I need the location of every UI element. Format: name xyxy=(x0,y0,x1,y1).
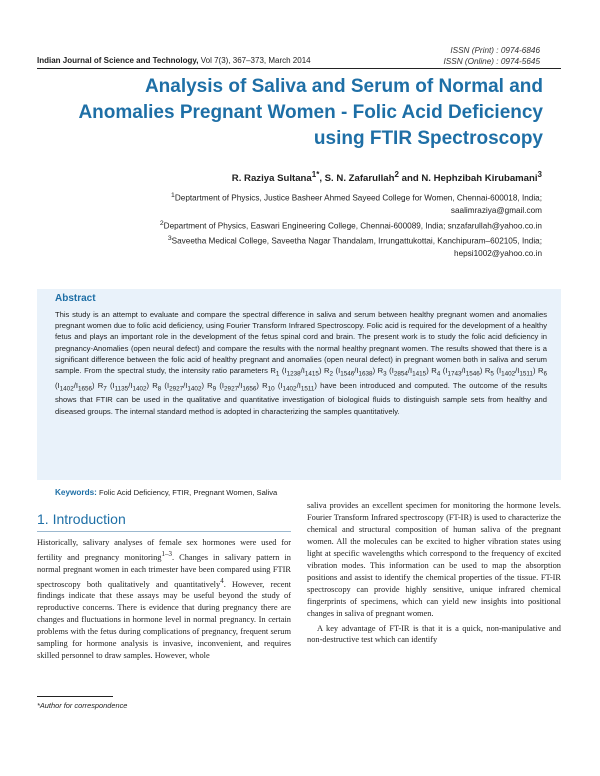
affiliation-3-email: hepsi1002@yahoo.co.in xyxy=(454,248,542,258)
section-underline xyxy=(37,531,291,532)
journal-citation xyxy=(37,56,311,65)
issn-block xyxy=(444,45,540,67)
intro-paragraph-3: A key advantage of FT-IR is that it is a quick, non-manipulative and non-destructive test which can identify xyxy=(307,623,561,645)
ratio-param-r4: $R_4$ $(I_{1743}/I_{1546})$ xyxy=(428,366,483,378)
ratio-param-r5: $R_5$ $(I_{1402}/I_{1511})$ xyxy=(482,366,536,378)
ratio-param-r8: $R_8$ $(I_{2927}/I_{1402})$ xyxy=(149,380,204,393)
paper-title xyxy=(60,74,543,152)
affiliation-1-email: saalimraziya@gmail.com xyxy=(450,206,542,216)
issn-online: ISSN (Online) : 0974-5645 xyxy=(443,57,540,66)
intro-paragraph-2: saliva provides an excellent specimen for monitoring the hormone levels. Fourier Transform Infrared spectroscopy (FT-IR) is used to characterize the chemical and structural composition of human saliva of the pregnant women. All the molecules can be excited to higher vibration states using light at specific wavelengths which correspond to the frequency of excited vibration modes. This information can be used to map the absorption positions and assist to identify the chemical properties of the tissue. FT-IR spectroscopy can provide highly sensitive, unique infrared chemical fingerprints of specimens, which can yield new insights into positional changes in saliva of pregnant women. xyxy=(307,501,561,618)
author-2-sup: 2 xyxy=(394,170,399,179)
author-sep-1: , xyxy=(319,173,325,185)
abstract-text-part-2: have been introduced and computed. The outcome of the results shows that FTIR can be used in the qualitative and quantitative investigation of biological fluids to distinguish sample sets from healthy and diseased groups. The internal standard method is adopted in characterizing the samples quantitatively. xyxy=(55,380,548,416)
citation-1-3: 1–3 xyxy=(161,549,172,558)
author-1: R. Raziya Sultana xyxy=(231,173,312,185)
column-right xyxy=(307,500,561,646)
affiliation-2-sup: 2 xyxy=(159,219,164,227)
title-line-2: Anomalies Pregnant Women - Folic Acid Deficiency xyxy=(78,102,543,123)
ratio-param-r2: $R_2$ $(I_{1546}/I_{1638})$ xyxy=(321,366,376,378)
author-2: S. N. Zafarullah xyxy=(324,173,395,185)
affiliation-3 xyxy=(22,233,542,248)
section-heading-introduction: 1. Introduction xyxy=(37,511,126,527)
author-1-sup: 1* xyxy=(311,170,320,179)
intro-text-a: Historically, salivary analyses of female sex hormones were used for fertility and pregnancy monitoring xyxy=(37,538,291,562)
abstract-heading: Abstract xyxy=(55,293,96,304)
column-left xyxy=(37,537,291,662)
ratio-param-r3: $R_3$ $(I_{2854}/I_{1415})$ xyxy=(375,366,429,378)
ratio-param-r10: $R_{10}$ $(I_{1402}/I_{1511})$ xyxy=(258,380,317,393)
abstract-text-part-1: This study is an attempt to evaluate and compare the spectral difference in saliva and serum between healthy pregnant women and anomalies pregnant women due to folic acid deficiency, using Fourier Transform Infrared Spectroscopy. Folic acid is required for the development of a healthy fetus and plays an important role in the development of the fetus spinal cord and brain. The present work is to study the folic acid deficiency in pregnancy-Anomalies (open neural defect) and compare the results with the normal healthy pregnant women. The results showed that there is a significant difference between the folic acid of healthy pregnant and anomalies (open neural defect) in pregnant women both in saliva and serum sample. From the spectral study, the intensity ratio parameters R xyxy=(55,310,547,376)
keywords-label: Keywords: xyxy=(55,488,97,497)
intro-text-c: . However, recent findings indicate that these assays may be useful beyond the study of reproductive concerns. There is evidence that during pregnancy there are changes and fluctuations in hormone level in normal pregnancy. In certain problems with the fetus during complications of pregnancy, frequent serum sampling for hormone analysis is invasive, inconvenient, and requires skilled personnel to draw samples. However, whole xyxy=(37,579,291,661)
affiliations xyxy=(22,190,542,260)
journal-details: Vol 7(3), 367–373, March 2014 xyxy=(198,56,311,65)
ratio-param-r9: $R_9$ $(I_{2927}/I_{1656})$ xyxy=(204,380,259,393)
affiliation-3-sup: 3 xyxy=(167,234,172,242)
affiliation-1-text: Deptartment of Physics, Justice Basheer Ahmed Sayeed College for Women, Chennai-600018, India; xyxy=(174,193,542,203)
intro-paragraph-1 xyxy=(37,537,291,662)
intro-text-b: . Changes in salivary pattern in normal pregnant women in each trimester have been compared using FTIR spectroscopy both qualitatively and quantitatively xyxy=(37,552,291,589)
keywords-text: Folic Acid Deficiency, FTIR, Pregnant Women, Saliva xyxy=(98,488,278,497)
header-rule xyxy=(37,68,561,69)
citation-4: 4 xyxy=(220,576,224,585)
abstract-body xyxy=(55,309,547,417)
title-line-1: Analysis of Saliva and Serum of Normal and xyxy=(144,76,543,97)
ratio-param-r1: $_1$ $(I_{1238}/I_{1415})$ xyxy=(275,366,322,378)
affiliation-2 xyxy=(22,218,542,233)
journal-name: Indian Journal of Science and Technology, xyxy=(37,56,199,65)
author-list xyxy=(232,170,542,184)
affiliation-1-sup: 1 xyxy=(171,192,175,199)
issn-print: ISSN (Print) : 0974-6846 xyxy=(450,46,540,55)
affiliation-3-text: Saveetha Medical College, Saveetha Nagar Thandalam, Irrungattukottai, Kanchipuram–602105, India; xyxy=(171,236,542,246)
title-line-3: using FTIR Spectroscopy xyxy=(313,128,543,149)
footnote-rule xyxy=(37,696,113,697)
ratio-param-r6: $R_6$ $(I_{1402}/I_{1656})$ xyxy=(55,366,548,393)
author-3: N. Hephzibah Kirubamani xyxy=(421,173,538,185)
ratio-param-r7: $R_7$ $(I_{1135}/I_{1402})$ xyxy=(94,380,150,393)
author-3-sup: 3 xyxy=(537,170,542,179)
affiliation-2-text: Department of Physics, Easwari Engineering College, Chennai-600089, India; snzafarullah@yahoo.co.in xyxy=(163,221,542,231)
author-sep-2: and xyxy=(398,173,422,185)
keywords xyxy=(55,488,277,497)
affiliation-1 xyxy=(22,190,542,205)
footnote: *Author for correspondence xyxy=(37,701,128,710)
